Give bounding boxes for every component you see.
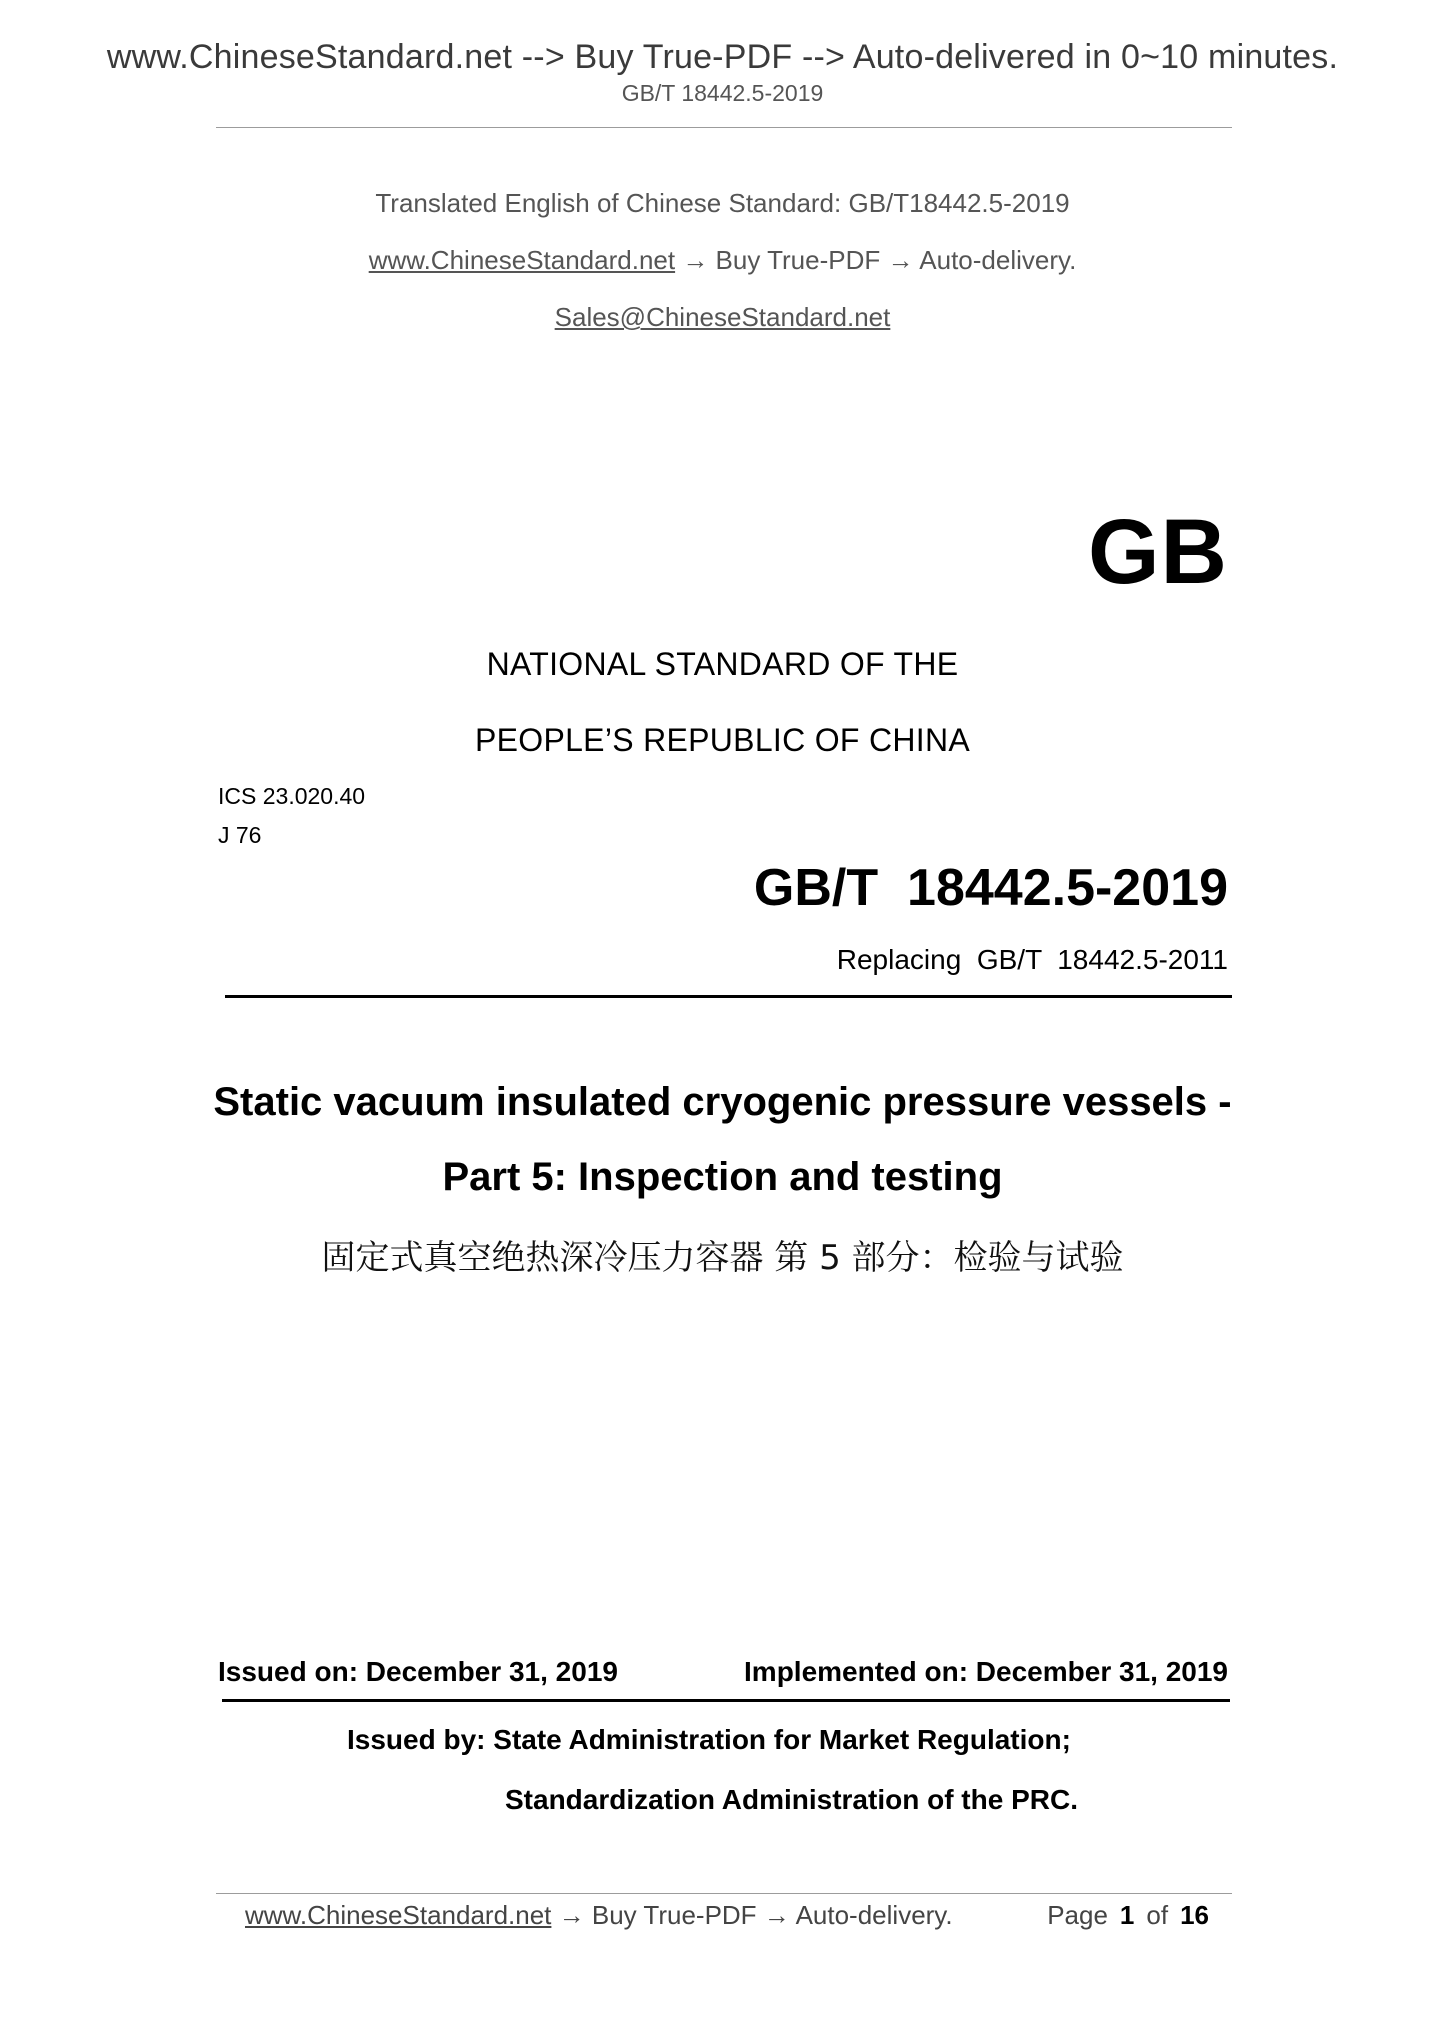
ics-code: ICS 23.020.40 xyxy=(218,783,366,809)
issued-on: Issued on: December 31, 2019 xyxy=(218,1656,618,1687)
title-chinese: 固定式真空绝热深冷压力容器 第 5 部分：检验与试验 xyxy=(321,1238,1124,1278)
sales-email-link[interactable]: Sales@ChineseStandard.net xyxy=(554,302,891,332)
national-standard-line-2: PEOPLE’S REPUBLIC OF CHINA xyxy=(474,722,971,758)
page-indicator xyxy=(1047,1900,1209,1931)
page-of-label: of xyxy=(1146,1900,1169,1930)
standard-number: GB/T 18442.5-2019 xyxy=(753,859,1228,917)
delivery-text: → Buy True-PDF → Auto-delivery. xyxy=(675,245,1077,275)
header-divider xyxy=(216,127,1232,128)
national-standard-line-1: NATIONAL STANDARD OF THE xyxy=(486,646,959,682)
issue-divider xyxy=(222,1699,1230,1702)
issued-by-line-1: Issued by: State Administration for Market Regulation; xyxy=(347,1724,1071,1755)
delivery-line xyxy=(0,245,1445,276)
footer-divider xyxy=(216,1893,1232,1894)
title-english-line-1: Static vacuum insulated cryogenic pressure vessels - xyxy=(213,1080,1232,1124)
title-english-line-2: Part 5: Inspection and testing xyxy=(442,1155,1003,1199)
footer-delivery-text: → Buy True-PDF → Auto-delivery. xyxy=(551,1900,953,1930)
page-current: 1 xyxy=(1119,1900,1135,1930)
page-total: 16 xyxy=(1180,1900,1209,1930)
implemented-on: Implemented on: December 31, 2019 xyxy=(744,1656,1228,1687)
ccs-code: J 76 xyxy=(218,822,262,848)
page-label: Page xyxy=(1047,1900,1108,1930)
footer-chinesestandard-link[interactable]: www.ChineseStandard.net xyxy=(245,1900,552,1930)
top-banner-link[interactable]: www.ChineseStandard.net --> Buy True-PDF --> Auto-delivered in 0~10 minutes. xyxy=(106,38,1339,76)
gb-mark: GB xyxy=(1088,501,1228,603)
chinesestandard-link[interactable]: www.ChineseStandard.net xyxy=(368,245,676,275)
title-divider xyxy=(225,995,1232,998)
issued-by-line-2: Standardization Administration of the PRC. xyxy=(505,1784,1078,1815)
header-doc-code: GB/T 18442.5-2019 xyxy=(621,80,824,106)
translated-line: Translated English of Chinese Standard: GB/T18442.5-2019 xyxy=(375,188,1070,218)
footer-delivery-line xyxy=(245,1900,953,1931)
replacing-standard: Replacing GB/T 18442.5-2011 xyxy=(836,944,1228,975)
